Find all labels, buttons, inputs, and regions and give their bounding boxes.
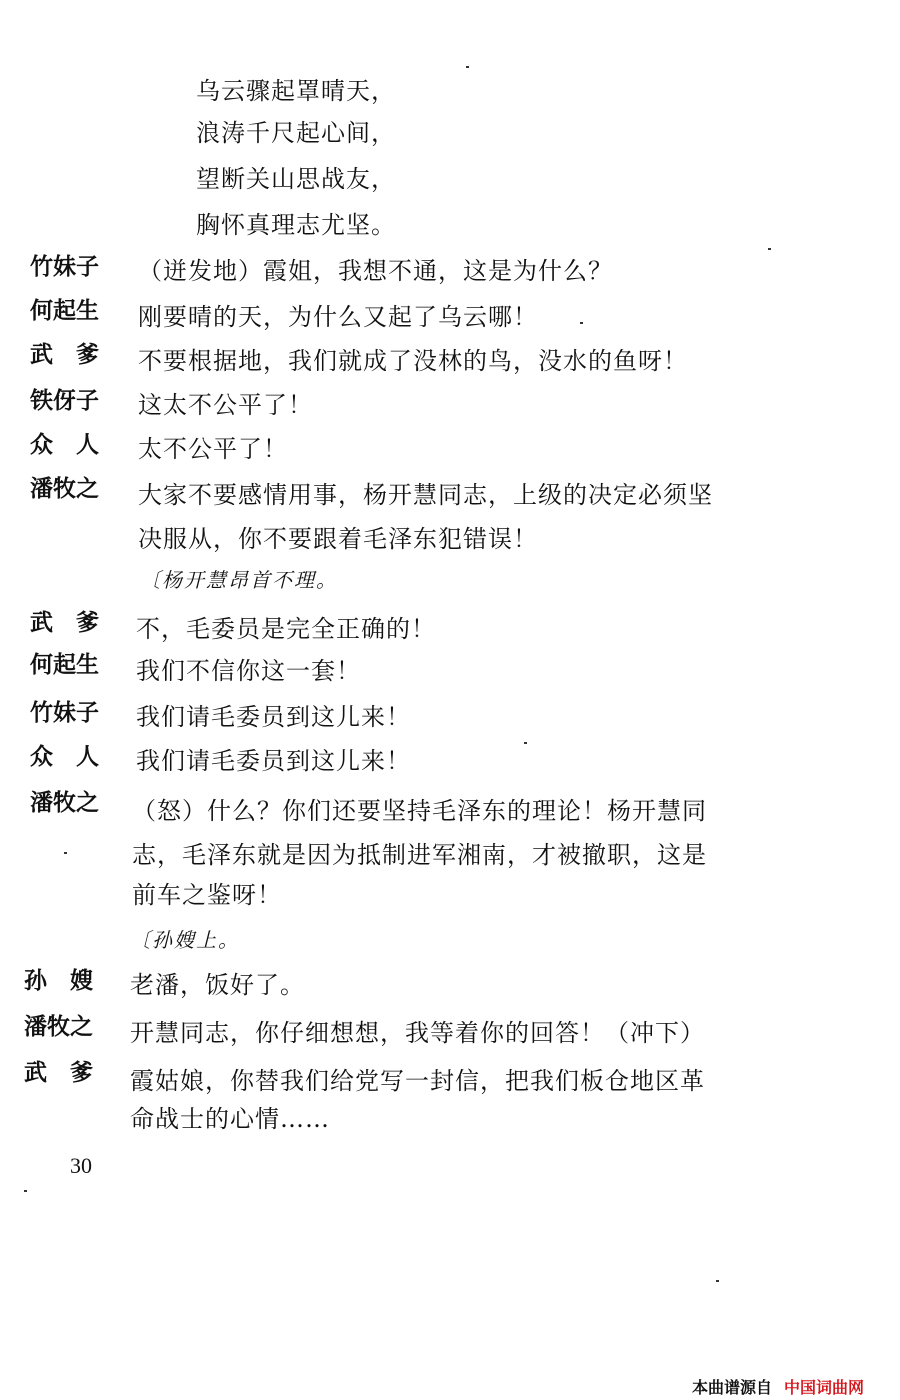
speaker-name: 潘牧之 [30, 790, 99, 816]
scan-speck [466, 66, 469, 68]
speech-line: （怒）什么？你们还要坚持毛泽东的理论！杨开慧同 [132, 797, 707, 825]
speaker-name: 众 人 [30, 432, 99, 458]
speech-line: 前车之鉴呀！ [132, 881, 282, 909]
speech-line: 霞姑娘，你替我们给党写一封信，把我们板仓地区革 [130, 1067, 705, 1095]
speech-line: 太不公平了！ [138, 435, 288, 463]
speaker-name: 竹妹子 [30, 254, 99, 280]
scan-speck [24, 1190, 27, 1192]
poem-line: 浪涛千尺起心间， [196, 119, 396, 147]
poem-line: 胸怀真理志尤坚。 [196, 211, 396, 239]
speaker-name: 竹妹子 [30, 700, 99, 726]
source-credit-label: 本曲谱源自 [692, 1378, 773, 1397]
speech-line: 刚要晴的天，为什么又起了乌云哪！ [138, 303, 538, 331]
speaker-name: 何起生 [30, 298, 99, 324]
speech-line: 不，毛委员是完全正确的！ [136, 615, 436, 643]
speaker-name: 潘牧之 [30, 476, 99, 502]
speaker-name: 武 爹 [24, 1060, 93, 1086]
speech-line: （迸发地）霞姐，我想不通，这是为什么？ [138, 257, 613, 285]
speech-line: 这太不公平了！ [138, 391, 313, 419]
poem-line: 望断关山思战友， [196, 165, 396, 193]
speech-line: 不要根据地，我们就成了没林的鸟，没水的鱼呀！ [138, 347, 688, 375]
speaker-name: 何起生 [30, 652, 99, 678]
stage-direction: 〔孙嫂上。 [130, 928, 240, 952]
speaker-name: 武 爹 [30, 610, 99, 636]
speech-line: 我们不信你这一套！ [136, 657, 361, 685]
speech-line: 命战士的心情…… [130, 1105, 330, 1133]
source-site-name[interactable]: 中国词曲网 [784, 1378, 865, 1397]
speaker-name: 潘牧之 [24, 1014, 93, 1040]
speech-line: 大家不要感情用事，杨开慧同志，上级的决定必须坚 [138, 481, 713, 509]
speech-line: 决服从，你不要跟着毛泽东犯错误！ [138, 525, 538, 553]
page-number: 30 [70, 1153, 92, 1178]
stage-direction: 〔杨开慧昂首不理。 [140, 568, 338, 592]
scan-speck [524, 742, 527, 744]
speech-line: 志，毛泽东就是因为抵制进军湘南，才被撤职，这是 [132, 841, 707, 869]
scan-speck [716, 1280, 719, 1282]
speech-line: 老潘，饭好了。 [130, 971, 305, 999]
speaker-name: 孙 嫂 [24, 968, 93, 994]
poem-line: 乌云骤起罩晴天， [196, 77, 396, 105]
speech-line: 我们请毛委员到这儿来！ [136, 747, 411, 775]
speaker-name: 众 人 [30, 744, 99, 770]
speaker-name: 铁伢子 [30, 388, 99, 414]
speech-line: 开慧同志，你仔细想想，我等着你的回答！（冲下） [130, 1019, 705, 1047]
source-credit [692, 1378, 864, 1398]
scan-speck [580, 322, 583, 324]
speaker-name: 武 爹 [30, 342, 99, 368]
scan-speck [768, 248, 771, 250]
speech-line: 我们请毛委员到这儿来！ [136, 703, 411, 731]
scan-speck [64, 852, 67, 854]
